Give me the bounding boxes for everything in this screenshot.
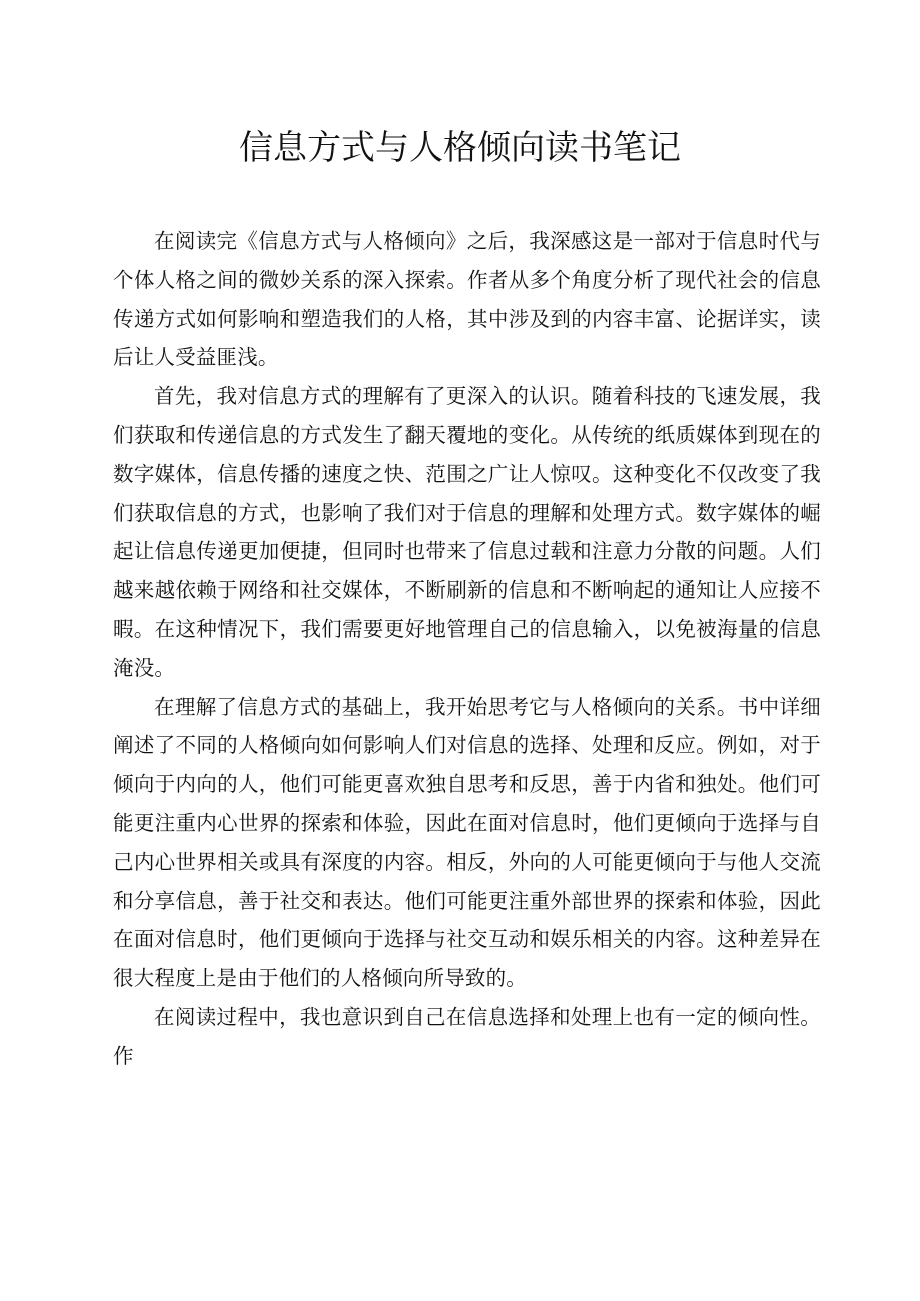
paragraph-3: 在理解了信息方式的基础上，我开始思考它与人格倾向的关系。书中详细阐述了不同的人格倾向如何影响人们对信息的选择、处理和反应。例如，对于倾向于内向的人，他们可能更喜欢独自思考和反思，善于内省和独处。他们可能更注重内心世界的探索和体验，因此在面对信息时，他们更倾向于选择与自己内心世界相关或具有深度的内容。相反，外向的人可能更倾向于与他人交流和分享信息，善于社交和表达。他们可能更注重外部世界的探索和体验，因此在面对信息时，他们更倾向于选择与社交互动和娱乐相关的内容。这种差异在很大程度上是由于他们的人格倾向所导致的。 (113, 694, 821, 991)
document-body (113, 222, 821, 1076)
paragraph-1: 在阅读完《信息方式与人格倾向》之后，我深感这是一部对于信息时代与个体人格之间的微妙关系的深入探索。作者从多个角度分析了现代社会的信息传递方式如何影响和塑造我们的人格，其中涉及到的内容丰富、论据详实，读后让人受益匪浅。 (113, 229, 821, 370)
paragraph-2: 首先，我对信息方式的理解有了更深入的认识。随着科技的飞速发展，我们获取和传递信息的方式发生了翻天覆地的变化。从传统的纸质媒体到现在的数字媒体，信息传播的速度之快、范围之广让人惊叹。这种变化不仅改变了我们获取信息的方式，也影响了我们对于信息的理解和处理方式。数字媒体的崛起让信息传递更加便捷，但同时也带来了信息过载和注意力分散的问题。人们越来越依赖于网络和社交媒体，不断刷新的信息和不断响起的通知让人应接不暇。在这种情况下，我们需要更好地管理自己的信息输入，以免被海量的信息淹没。 (113, 384, 821, 680)
document-title: 信息方式与人格倾向读书笔记 (239, 128, 681, 168)
paragraph-4: 在阅读过程中，我也意识到自己在信息选择和处理上也有一定的倾向性。作 (113, 1004, 821, 1068)
